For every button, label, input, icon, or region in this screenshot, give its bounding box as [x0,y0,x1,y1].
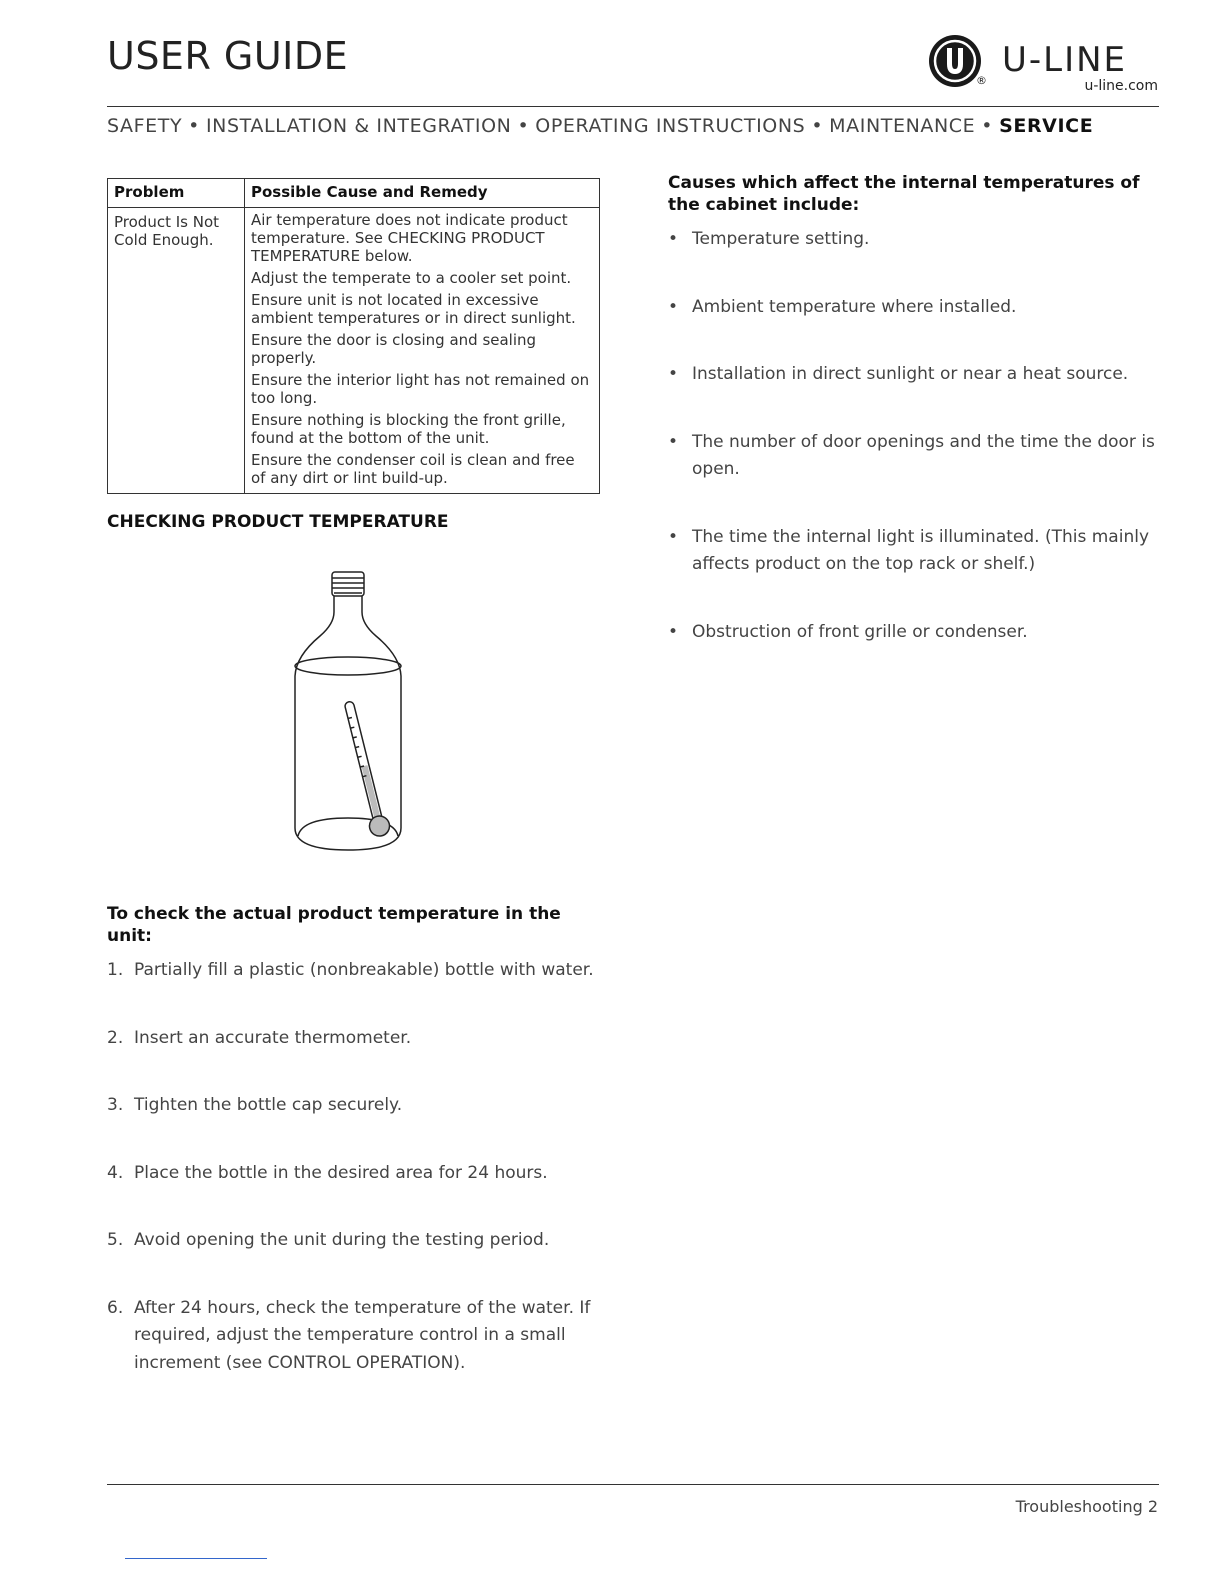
step-text: After 24 hours, check the temperature of the water. If required, adjust the temperature control in a small increment (see CONTROL OPERATION). [134,1297,591,1373]
nav-item-maintenance[interactable]: MAINTENANCE [829,115,976,137]
page-number-label: Troubleshooting 2 [1015,1497,1158,1516]
remedy-item: Ensure unit is not located in excessive ambient temperatures or in direct sunlight. [251,291,576,327]
cause-text: Temperature setting. [692,229,870,249]
problem-cell: Product Is Not Cold Enough. [108,208,245,494]
footer-divider [107,1484,1159,1485]
bullet-icon: • [668,621,679,642]
step-text: Tighten the bottle cap securely. [134,1095,403,1115]
nav-separator: • [517,115,530,137]
remedy-item: Adjust the temperate to a cooler set point. [251,269,572,287]
step-text: Partially fill a plastic (nonbreakable) bottle with water. [134,960,594,980]
bullet-icon: • [668,229,679,249]
nav-separator: • [188,115,200,137]
cause-text: The time the internal light is illuminated. (This mainly affects product on the top rack or shelf.) [692,526,1150,574]
table-header-row [108,179,600,208]
cause-text: Obstruction of front grille or condenser. [692,621,1028,642]
page-title: USER GUIDE [107,34,349,78]
step-number: 6. [107,1297,124,1318]
nav-item-service[interactable]: SERVICE [999,115,1094,137]
remedy-item: Ensure the interior light has not remained on too long. [251,371,590,407]
step-number: 3. [107,1095,124,1115]
bullet-icon: • [668,431,679,452]
list-item [668,226,1160,254]
uline-logo[interactable] [928,34,1160,96]
list-item [107,1092,607,1120]
troubleshooting-table [107,178,600,494]
checking-temperature-heading: CHECKING PRODUCT TEMPERATURE [107,512,449,532]
nav-item-installation[interactable]: INSTALLATION & INTEGRATION [205,115,512,137]
list-item [107,1025,607,1053]
step-number: 4. [107,1162,124,1183]
remedy-item: Air temperature does not indicate product temperature. See CHECKING PRODUCT TEMPERATURE below. [251,211,568,265]
cause-text: Ambient temperature where installed. [692,296,1017,317]
column-header-remedy: Possible Cause and Remedy [245,179,600,208]
list-item [107,957,607,985]
cause-text: Installation in direct sunlight or near a heat source. [692,364,1129,384]
logo-url[interactable]: u-line.com [1084,78,1158,94]
list-item [668,619,1160,647]
step-text: Avoid opening the unit during the testing period. [134,1230,550,1250]
column-header-problem: Problem [108,179,245,208]
bullet-icon: • [668,526,679,547]
list-item [668,429,1160,484]
step-number: 2. [107,1027,124,1048]
list-item [668,361,1160,389]
logo-wordmark: U-LINE [1002,40,1128,80]
nav-item-operating[interactable]: OPERATING INSTRUCTIONS [535,115,806,137]
bullet-icon: • [668,364,679,384]
footer-link-underline [125,1558,267,1559]
list-item [107,1295,607,1378]
nav-item-safety[interactable]: SAFETY [107,115,183,137]
table-row [108,208,600,494]
remedy-cell [245,208,600,494]
causes-heading: Causes which affect the internal temperatures of the cabinet include: [668,173,1140,215]
header-divider [107,106,1159,107]
nav-separator: • [981,115,994,137]
check-steps-heading: To check the actual product temperature in the unit: [107,904,561,946]
step-text: Insert an accurate thermometer. [134,1027,412,1048]
list-item [107,1160,607,1188]
nav-separator: • [811,115,824,137]
remedy-item: Ensure the condenser coil is clean and free of any dirt or lint build-up. [251,451,575,487]
bottle-thermometer-illustration [280,566,420,858]
remedy-item: Ensure the door is closing and sealing properly. [251,331,537,367]
step-text: Place the bottle in the desired area for 24 hours. [134,1162,548,1183]
list-item [668,524,1160,579]
list-item [668,294,1160,322]
remedy-item: Ensure nothing is blocking the front grille, found at the bottom of the unit. [251,411,566,447]
cause-text: The number of door openings and the time the door is open. [692,431,1155,479]
step-number: 5. [107,1230,124,1250]
step-number: 1. [107,960,124,980]
check-steps-list [107,957,607,1417]
list-item [107,1227,607,1255]
bullet-icon: • [668,296,679,317]
registered-mark: ® [976,74,987,87]
section-nav [107,115,1159,137]
causes-list [668,226,1160,686]
